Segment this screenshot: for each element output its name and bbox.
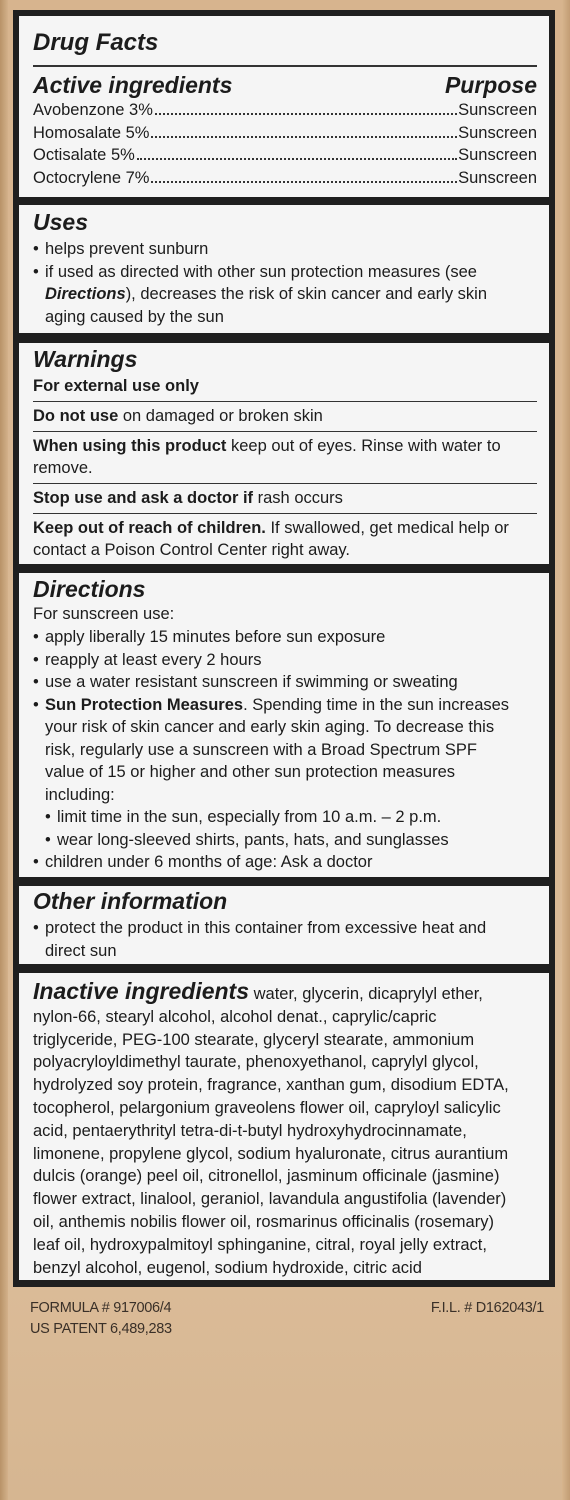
warning-stop-use: Stop use and ask a doctor if rash occurs [33, 489, 343, 507]
uses-item: • if used as directed with other sun protection measures (see Directions), decreases the risk of skin cancer and early skin aging caused by the sun [33, 261, 537, 329]
active-ingredients-section [19, 16, 549, 197]
directions-item: • apply liberally 15 minutes before sun exposure [33, 626, 537, 649]
purpose-heading: Purpose [444, 72, 537, 98]
inactive-ingredients-text: Inactive ingredients water, glycerin, dicaprylyl ether, nylon-66, stearyl alcohol, alcohol denat., caprylic/capric triglyceride, PEG-100 stearate, glyceryl stearate, ammonium polyacryloyldimethyl taurate, phenoxyethanol, caprylyl glycol, hydrolyzed soy protein, fragrance, xanthan gum, disodium EDTA, tocopherol, pelargonium graveolens flower oil, capryloyl salicylic acid, pentaerythrityl tetra-di-t-butyl hydroxyhydrocinnamate, limonene, propylene glycol, sodium hyaluronate, citrus aurantium dulcis (orange) peel oil, citronellol, jasminum officinale (jasmine) flower extract, linalool, geraniol, lavandula angustifolia (lavender) oil, anthemis nobilis flower oil, rosmarinus officinalis (rosemary) leaf oil, hydroxypalmitoyl sphinganine, citral, royal jelly extract, benzyl alcohol, eugenol, sodium hydroxide, citric acid [33, 978, 509, 1277]
fil-code: F.I.L. # D162043/1 [430, 1300, 544, 1316]
directions-item: • reapply at least every 2 hours [33, 649, 537, 672]
ingredient-name: Homosalate 5% [33, 123, 150, 142]
directions-subitem: • limit time in the sun, especially from 10 a.m. – 2 p.m. [33, 806, 537, 829]
formula-code: FORMULA # 917006/4 [30, 1300, 172, 1316]
ingredient-row [33, 122, 537, 145]
ingredient-row [33, 99, 537, 122]
ingredient-row [33, 144, 537, 167]
patent-number: US PATENT 6,489,283 [30, 1321, 172, 1337]
ingredient-name: Avobenzone 3% [33, 101, 153, 119]
directions-item: • use a water resistant sunscreen if swimming or sweating [33, 671, 537, 694]
directions-subitem: • wear long-sleeved shirts, pants, hats, and sunglasses [33, 829, 537, 852]
carton-edge-right [562, 0, 570, 1500]
warning-keep-out: Keep out of reach of children. If swallowed, get medical help or contact a Poison Control Center right away. [33, 519, 509, 559]
other-information-heading: Other information [33, 888, 228, 914]
uses-section [19, 205, 549, 333]
directions-item-sun-protection: • Sun Protection Measures. Spending time in the sun increases your risk of skin cancer and early skin aging. To decrease this risk, regularly use a sunscreen with a Broad Spectrum SPF value of 15 or higher and other sun protection measures including: [33, 694, 537, 807]
other-information-item: • protect the product in this container from excessive heat and direct sun [33, 917, 537, 962]
warning-when-using: When using this product keep out of eyes. Rinse with water to remove. [33, 437, 501, 477]
uses-heading: Uses [33, 209, 88, 235]
directions-section [19, 573, 549, 877]
inactive-ingredients-section [19, 973, 549, 1280]
warnings-section [19, 343, 549, 564]
uses-item: • helps prevent sunburn [33, 238, 537, 261]
directions-item: • children under 6 months of age: Ask a doctor [33, 851, 537, 874]
carton-edge-left [0, 0, 8, 1500]
drug-facts-title: Drug Facts [33, 29, 159, 56]
ingredient-purpose: Sunscreen [458, 168, 537, 187]
ingredient-purpose: Sunscreen [458, 123, 537, 142]
active-ingredients-heading: Active ingredients [33, 72, 233, 98]
drug-facts-panel [13, 10, 555, 1287]
warning-external: For external use only [33, 377, 199, 395]
ingredient-purpose: Sunscreen [458, 101, 537, 119]
other-information-section [19, 886, 549, 964]
ingredient-name: Octisalate 5% [33, 146, 135, 164]
inactive-ingredients-heading: Inactive ingredients [33, 978, 250, 1004]
ingredient-name: Octocrylene 7% [33, 168, 150, 187]
active-header-row [33, 72, 537, 99]
title-divider [33, 65, 537, 67]
ingredient-purpose: Sunscreen [458, 146, 537, 164]
warnings-heading: Warnings [33, 346, 138, 372]
warning-do-not-use: Do not use on damaged or broken skin [33, 407, 323, 425]
ingredient-row [33, 167, 537, 190]
directions-heading: Directions [33, 576, 146, 602]
directions-intro: For sunscreen use: [33, 605, 175, 623]
